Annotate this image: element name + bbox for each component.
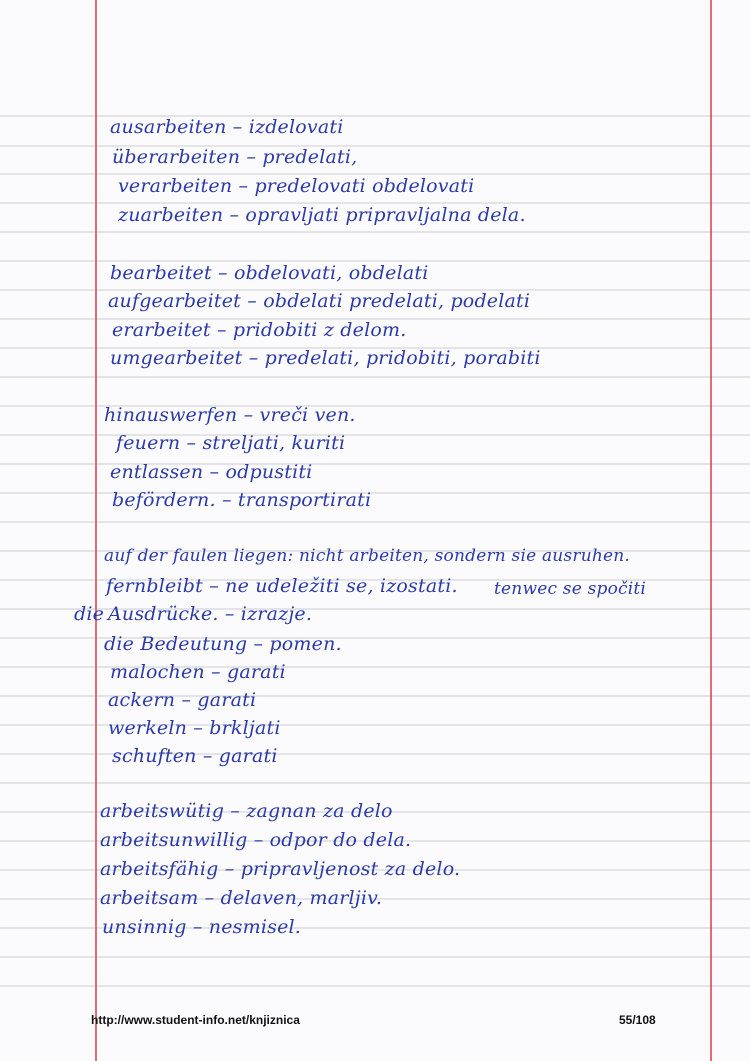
vocab-line: malochen – garati	[110, 661, 286, 683]
vocab-line: feuern – streljati, kuriti	[116, 432, 346, 454]
side-note: tenwec se spočiti	[494, 579, 647, 599]
vocab-line: auf der faulen liegen: nicht arbeiten, sondern sie ausruhen.	[104, 546, 631, 566]
vocab-line: arbeitsunwillig – odpor do dela.	[100, 829, 412, 851]
vocab-line: die Bedeutung – pomen.	[104, 633, 342, 655]
vocab-line: entlassen – odpustiti	[110, 461, 313, 483]
vocab-line: bearbeitet – obdelovati, obdelati	[110, 262, 429, 284]
vocab-line: hinauswerfen – vreči ven.	[104, 404, 356, 426]
vocab-line: umgearbeitet – predelati, pridobiti, porabiti	[110, 347, 541, 369]
vocab-line: fernbleibt – ne udeležiti se, izostati.	[106, 575, 458, 597]
vocab-line: werkeln – brkljati	[108, 717, 281, 739]
vocab-line: arbeitsam – delaven, marljiv.	[100, 887, 383, 909]
footer-page-number: 55/108	[619, 1013, 656, 1027]
vocab-line: aufgearbeitet – obdelati predelati, podelati	[108, 290, 531, 312]
vocab-line: ackern – garati	[108, 689, 257, 711]
vocab-line: befördern. – transportirati	[112, 489, 372, 511]
vocab-line: Ausdrücke. – izrazje.	[108, 603, 313, 625]
vocab-line: arbeitsfähig – pripravljenost za delo.	[100, 858, 461, 880]
margin-note: die	[74, 603, 105, 625]
vocab-line: überarbeiten – predelati,	[112, 146, 358, 168]
vocab-line: zuarbeiten – opravljati pripravljalna dela.	[118, 204, 526, 226]
vocab-line: erarbeitet – pridobiti z delom.	[112, 319, 407, 341]
vocab-line: unsinnig – nesmisel.	[102, 916, 302, 938]
vocab-line: schuften – garati	[112, 745, 278, 767]
footer-url: http://www.student-info.net/knjiznica	[91, 1013, 300, 1027]
vocab-line: arbeitswütig – zagnan za delo	[100, 800, 393, 822]
vocab-line: verarbeiten – predelovati obdelovati	[118, 175, 475, 197]
vocab-line: ausarbeiten – izdelovati	[110, 116, 344, 138]
